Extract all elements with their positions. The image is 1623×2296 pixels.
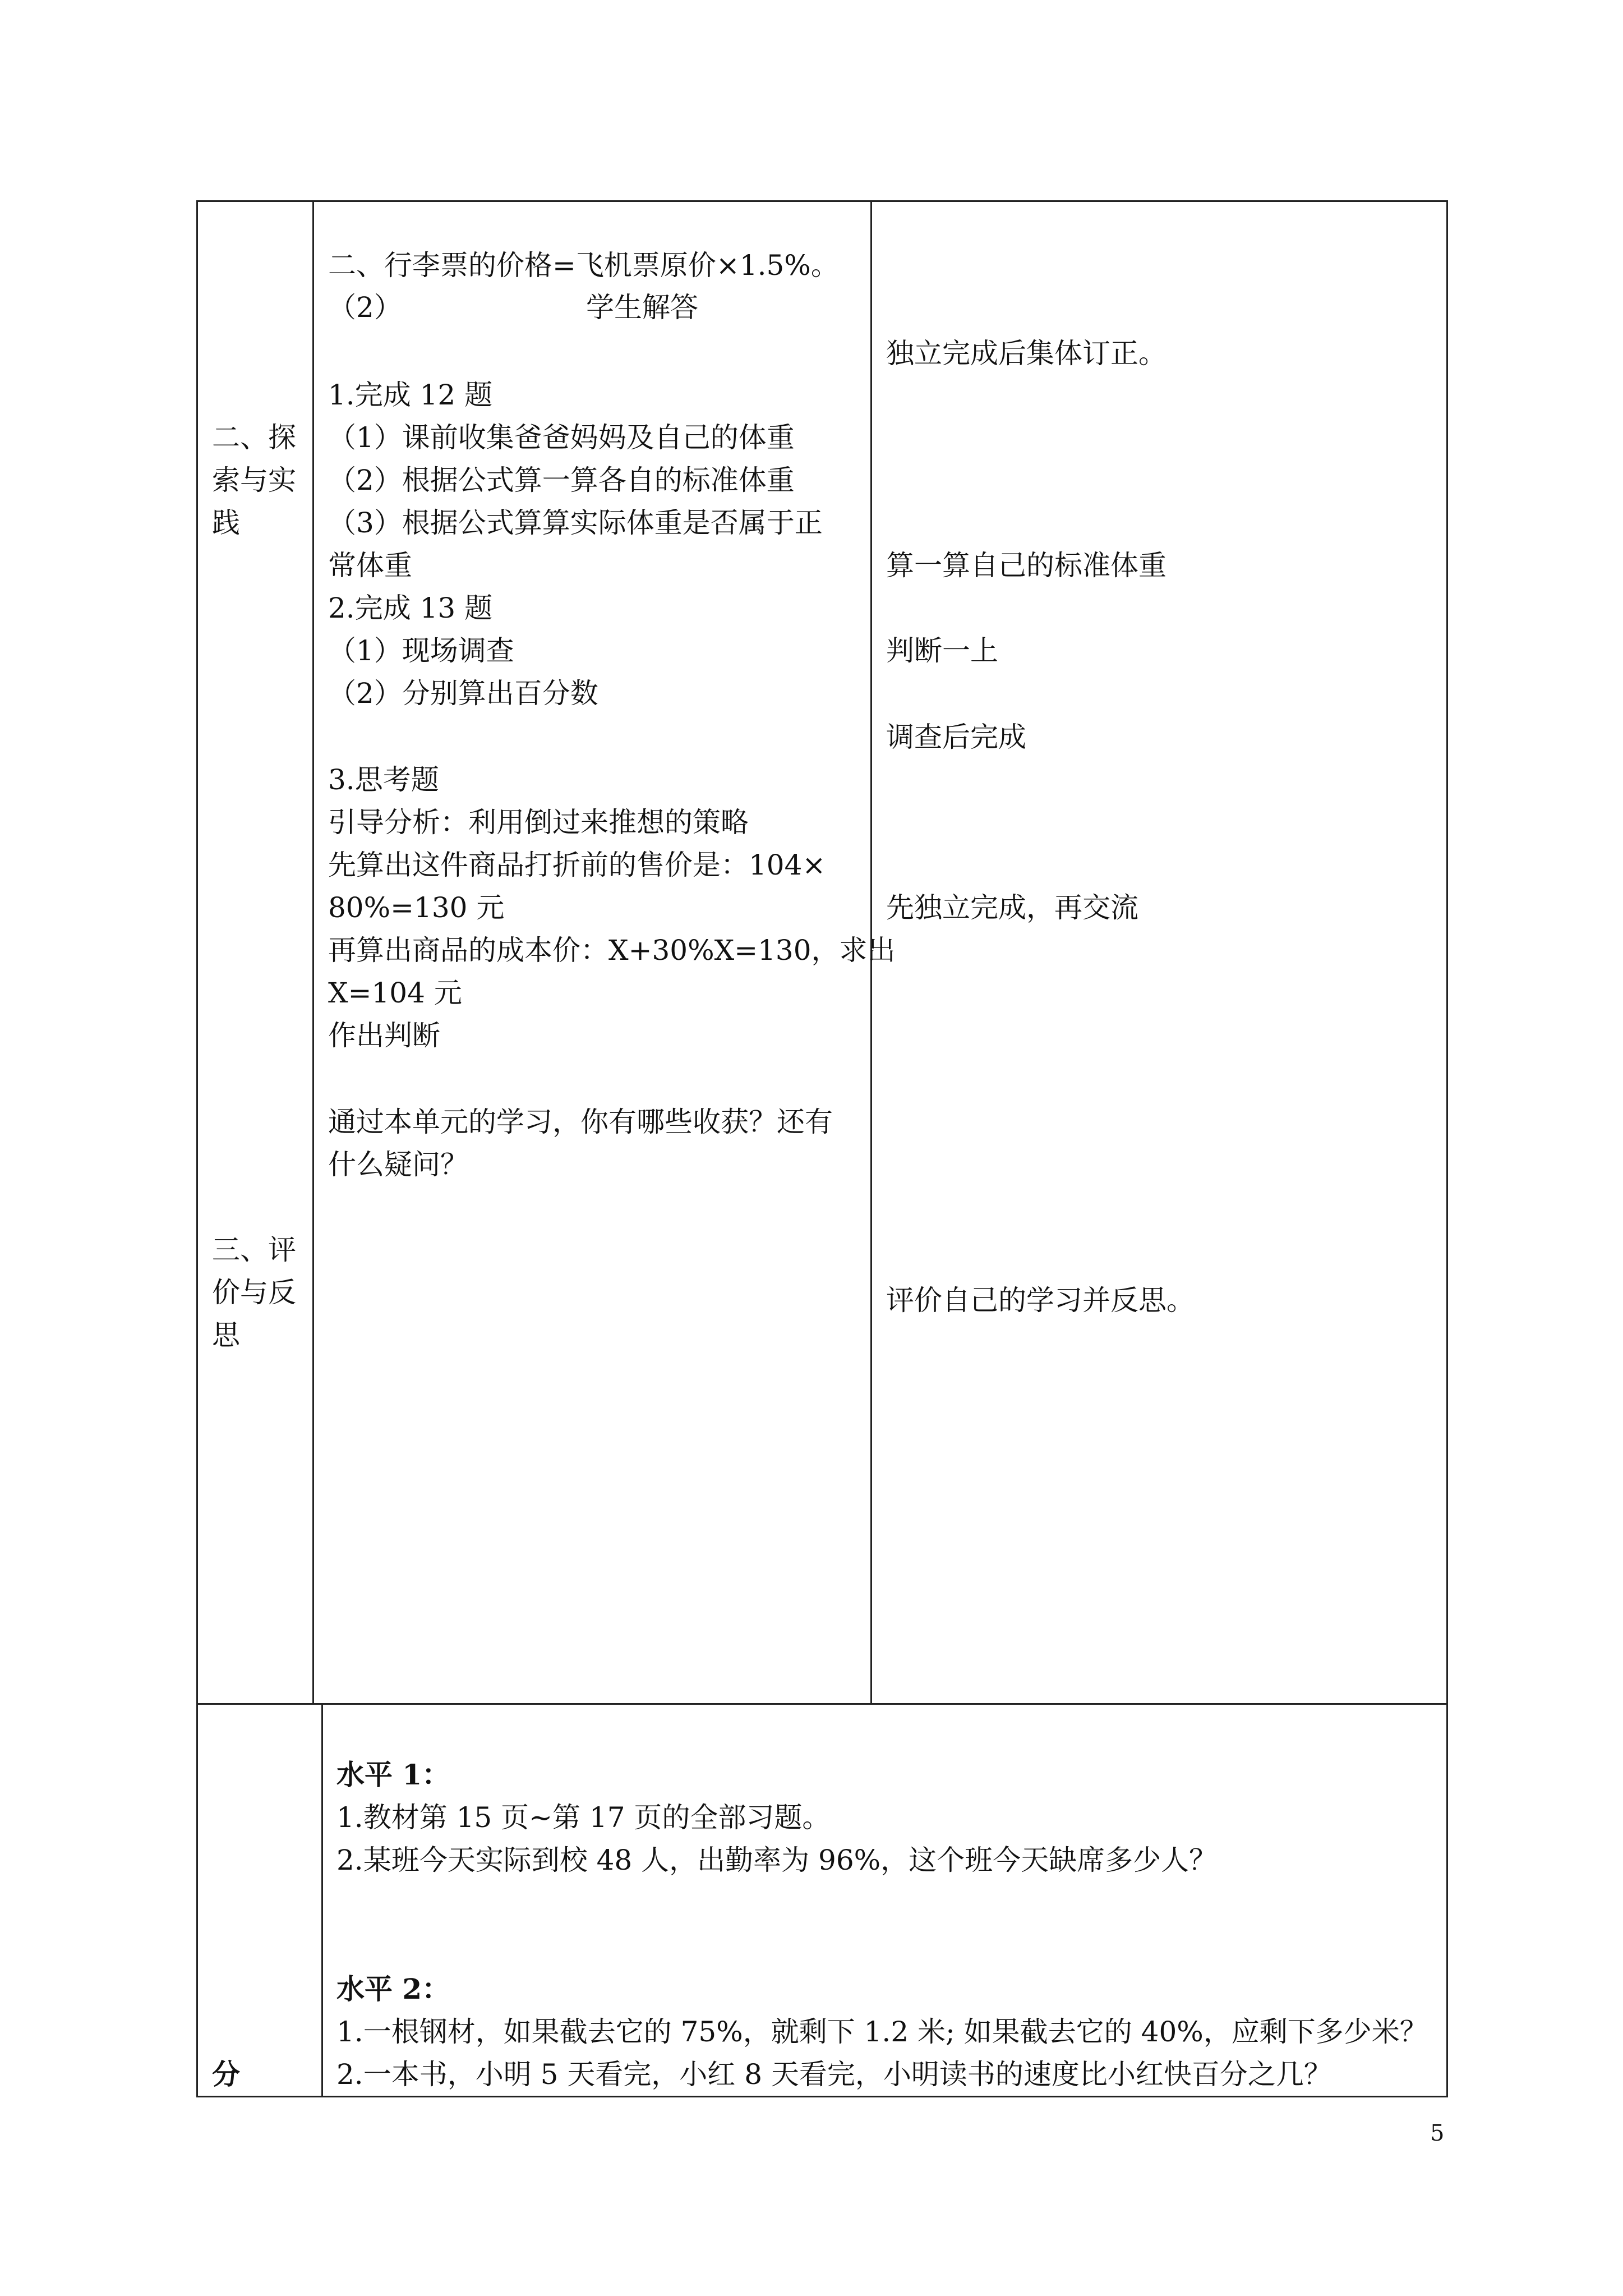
section-evaluate-line-3: 思 bbox=[212, 1319, 240, 1351]
middle-line: 80%=130 元 bbox=[328, 891, 505, 924]
middle-line: 引导分析：利用倒过来推想的策略 bbox=[328, 806, 749, 839]
page-number: 5 bbox=[1430, 2120, 1445, 2146]
middle-line: 二、行李票的价格=飞机票原价×1.5%。 bbox=[328, 249, 839, 282]
level1-item: 1.教材第 15 页~第 17 页的全部习题。 bbox=[336, 1801, 831, 1834]
level2-item: 2.一本书，小明 5 天看完，小红 8 天看完，小明读书的速度比小红快百分之几？ bbox=[336, 2058, 1332, 2091]
middle-line: X=104 元 bbox=[328, 977, 462, 1009]
section-explore-line-1: 二、探 bbox=[212, 421, 296, 454]
middle-line: 先算出这件商品打折前的售价是：104× bbox=[328, 849, 826, 881]
middle-line: 通过本单元的学习，你有哪些收获？还有 bbox=[328, 1106, 833, 1138]
middle-line: 3.思考题 bbox=[328, 763, 439, 796]
middle-line: 常体重 bbox=[328, 549, 412, 582]
right-line: 算一算自己的标准体重 bbox=[886, 549, 1166, 582]
right-line: 先独立完成，再交流 bbox=[886, 891, 1138, 924]
middle-line: （1）现场调查 bbox=[328, 634, 514, 667]
section-explore-line-3: 践 bbox=[212, 507, 240, 539]
middle-line: 再算出商品的成本价：X+30%X=130，求出 bbox=[328, 934, 896, 967]
table-border-top bbox=[196, 200, 1448, 202]
level2-item: 1.一根钢材，如果截去它的 75%，就剩下 1.2 米; 如果截去它的 40%，应剩下多少米？ bbox=[336, 2016, 1428, 2048]
middle-line: （2）根据公式算一算各自的标准体重 bbox=[328, 464, 795, 496]
right-line: 调查后完成 bbox=[886, 721, 1026, 753]
middle-line: 作出判断 bbox=[328, 1019, 440, 1052]
level1-item: 2.某班今天实际到校 48 人，出勤率为 96%，这个班今天缺席多少人？ bbox=[336, 1844, 1218, 1876]
lower-col-divider bbox=[321, 1703, 323, 2097]
table-border-right bbox=[1446, 200, 1448, 2097]
middle-line: （1）课前收集爸爸妈妈及自己的体重 bbox=[328, 421, 795, 454]
section-explore-line-2: 索与实 bbox=[212, 464, 296, 496]
middle-line: 什么疑问？ bbox=[328, 1148, 468, 1181]
section-evaluate-line-1: 三、评 bbox=[212, 1234, 296, 1266]
right-line: 评价自己的学习并反思。 bbox=[886, 1284, 1195, 1317]
level2-title: 水平 2： bbox=[336, 1972, 450, 2005]
middle-line: 1.完成 12 题 bbox=[328, 379, 493, 411]
table-border-left bbox=[196, 200, 198, 2097]
lower-left-label: 分 bbox=[212, 2058, 240, 2091]
middle-line: （2）分别算出百分数 bbox=[328, 677, 598, 710]
middle-line: （2） bbox=[328, 291, 402, 324]
right-line: 判断一上 bbox=[886, 634, 998, 667]
right-line: 独立完成后集体订正。 bbox=[886, 337, 1166, 370]
level1-title: 水平 1： bbox=[336, 1758, 450, 1791]
middle-line: （3）根据公式算算实际体重是否属于正 bbox=[328, 507, 823, 539]
middle-line: 2.完成 13 题 bbox=[328, 592, 493, 624]
row-divider bbox=[196, 1703, 1448, 1705]
table-border-bottom bbox=[196, 2096, 1448, 2097]
section-evaluate-line-2: 价与反 bbox=[212, 1276, 296, 1309]
middle-line: 学生解答 bbox=[586, 291, 698, 324]
upper-col-divider-1 bbox=[312, 200, 314, 1705]
